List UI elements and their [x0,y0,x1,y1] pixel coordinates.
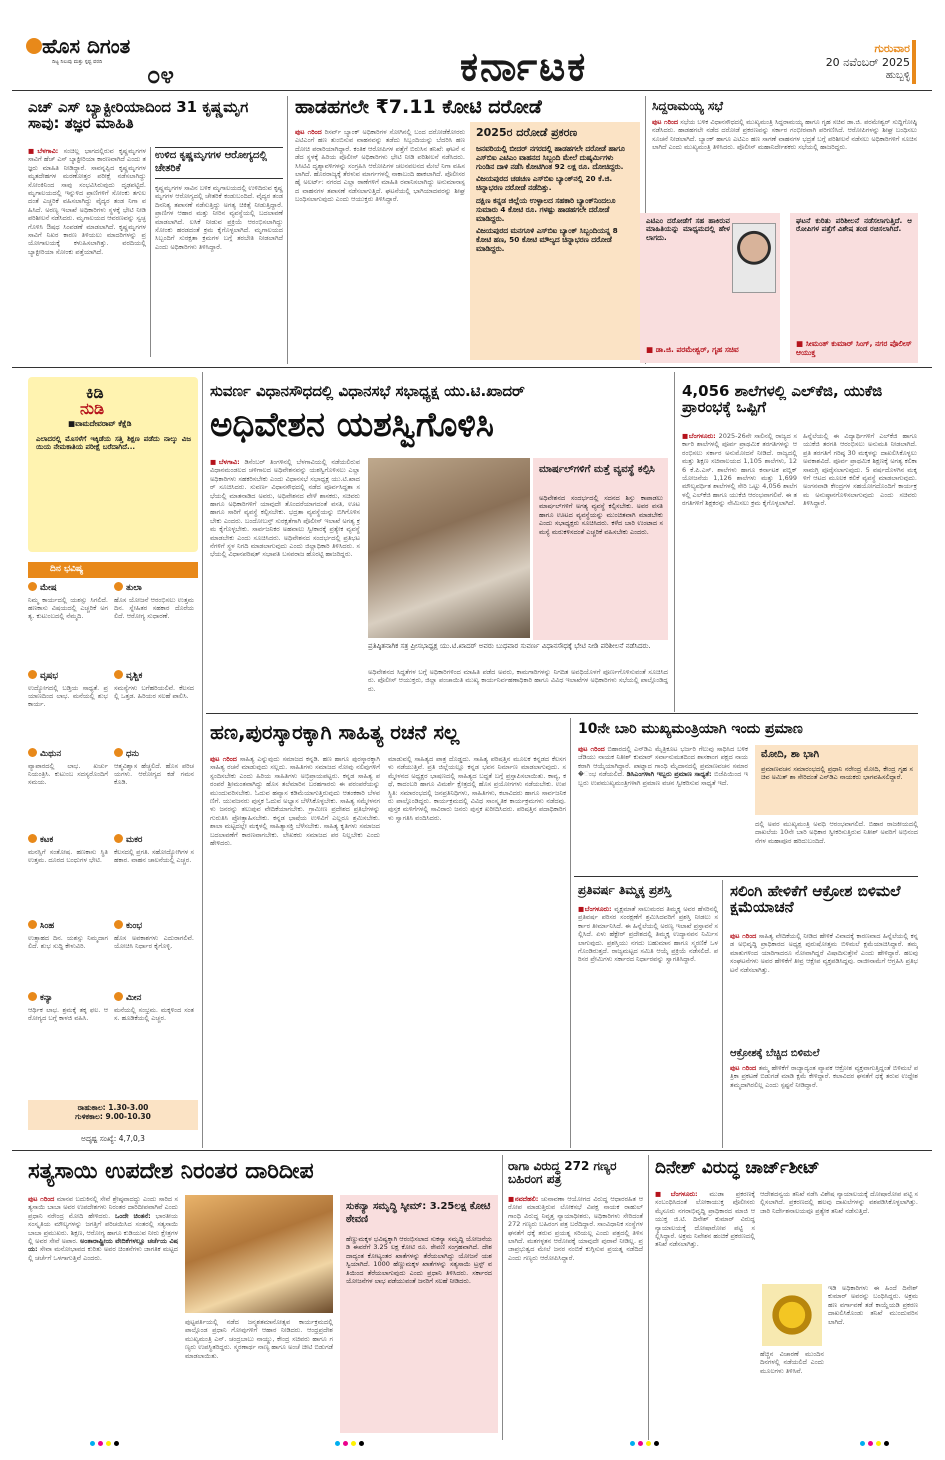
virgo-icon [28,992,37,1001]
horoscope-grid [28,582,198,1092]
nitish-box-body: ಪ್ರಮಾಣವಚನ ಸಮಾರಂಭದಲ್ಲಿ ಪ್ರಧಾನಿ ನರೇಂದ್ರ ಮೋದಿ, ಕೇಂದ್ರ ಗೃಹ ಸಚಿವ ಅಮಿತ್ ಶಾ ಸೇರಿದಂತೆ ಎನ್‌ಡಿಎ ನಾಯಕರು ಭಾಗವಹಿಸಲಿದ್ದಾರೆ. [761,765,913,782]
dinesh-dateline: ■ಬೆಂಗಳೂರು: [655,1190,698,1198]
dinesh-headline: ದಿನೇಶ್ ವಿರುದ್ಧ ಚಾರ್ಜ್‌ಶೀಟ್ [655,1158,820,1178]
logo-tagline: ದಿಟ್ಟ ನಿಲುವು ಮತ್ತು ಸ್ಪಷ್ಟ ವರದಿ [52,59,103,65]
ed-emblem-image [762,1284,822,1346]
rashi-item: ಮಕರ ಕೆಲಸದಲ್ಲಿ ಪ್ರಗತಿ. ಸಹೋದ್ಯೋಗಿಗಳ ಸಹಕಾರ. ವಾಹನ ಚಾಲನೆಯಲ್ಲಿ ಎಚ್ಚರ. [114,835,194,865]
quote-box-left [640,213,780,363]
registration-marks [335,1441,364,1446]
raga-dateline: ■ನವದೆಹಲಿ: [508,1195,539,1203]
salingi-body-2: ಪುಟ ೧ರಿಂದ ತಮ್ಮ ಹೇಳಿಕೆಗೆ ರಾಜ್ಯಾದ್ಯಂತ ವ್ಯಾಪಕ ಆಕ್ರೋಶ ವ್ಯಕ್ತವಾಗುತ್ತಿದ್ದಂತೆ ಬಿಳಿಮಲೆ ಪತ್ರಿಕಾ ಪ್ರಕಟಣೆ ಬಿಡುಗಡೆ ಮಾಡಿ ಕ್ಷಮೆ ಕೇಳಿದ್ದಾರೆ. ಕಲಾವಿದರ ಘನತೆಗೆ ಧಕ್ಕೆ ತರುವ ಉದ್ದೇಶ ತಮ್ಮದಾಗಿರಲಿಲ್ಲ ಎಂದು ಸ್ಪಷ್ಟನೆ ನೀಡಿದ್ದಾರೆ. [730,1064,918,1089]
kidi-title-2: ನುಡಿ [80,399,105,418]
sathya-body-1: ಪುಟ ೧ರಿಂದ ಮಾನವ ಬದುಕಿನಲ್ಲಿ ಸೇವೆ ಶ್ರೇಷ್ಠವಾದದ್ದು ಎಂದು ಸಾರಿದ ಸತ್ಯಸಾಯಿ ಬಾಬಾ ಅವರ ಉಪದೇಶಗಳು ನಿರಂತರ ದಾರಿದೀಪವಾಗಿವೆ ಎಂದು ಪ್ರಧಾನಿ ನರೇಂದ್ರ ಮೋದಿ ಹೇಳಿದರು. ಒಂದೇ ಚಿಂತನೆ: ಭಾರತೀಯ ಸಂಸ್ಕೃತಿಯ ಮೌಲ್ಯಗಳನ್ನು ಜಗತ್ತಿಗೆ ಪರಿಚಯಿಸಿದ ಸಂತರಲ್ಲಿ ಸತ್ಯಸಾಯಿ ಬಾಬಾ ಪ್ರಮುಖರು. ಶಿಕ್ಷಣ, ಆರೋಗ್ಯ ಹಾಗೂ ಕುಡಿಯುವ ನೀರು ಕ್ಷೇತ್ರಗಳಲ್ಲಿ ಅವರ ಸೇವೆ ಅಪಾರ. ಅಂತಾರಾಷ್ಟ್ರೀಯ ವೇದಿಕೆಗಳಲ್ಲೂ ಚರ್ಚೆಯ ವಿಷಯ: ಸೇವಾ ಮನೋಭಾವದ ಕುರಿತು ಅವರ ಚಿಂತನೆಗಳು ಜಾಗತಿಕ ಮಟ್ಟದಲ್ಲಿ ಚರ್ಚೆಗೆ ಒಳಗಾಗುತ್ತಿವೆ ಎಂದರು. [28,1195,178,1262]
aquarius-icon [114,920,123,929]
kaala-box [28,1100,198,1130]
column-rule-6 [502,1155,503,1440]
sathya-sub2: ಅಂತಾರಾಷ್ಟ್ರೀಯ ವೇದಿಕೆಗಳಲ್ಲೂ ಚರ್ಚೆಯ ವಿಷಯ: [28,1237,178,1254]
story1-body: ■ಬೆಳಗಾವಿ: ಸಂಚಿಲ್ಲ ಭಾಗದಲ್ಲಿರುವ ಕೃಷ್ಣಮೃಗಗಳ ಸಾವಿಗೆ ಹೆಚ್ ಎಸ್ ಬ್ಯಾಕ್ಟೀರಿಯಾ ಕಾರಣವಾಗಿದೆ ಎಂದು ತಜ್ಞರು ಮಾಹಿತಿ ನೀಡಿದ್ದಾರೆ. ಸಾವನ್ನಪ್ಪಿದ ಕೃಷ್ಣಮೃಗಗಳ ಮೃತದೇಹಗಳ ಮರಣೋತ್ತರ ಪರೀಕ್ಷೆ ನಡೆಸಲಾಗಿದ್ದು ಸೋಂಕಿನಿಂದ ಸಾವು ಸಂಭವಿಸಿರುವುದು ದೃಢಪಟ್ಟಿದೆ. ಮೃಗಾಲಯದಲ್ಲಿ ಇನ್ನುಳಿದ ಪ್ರಾಣಿಗಳಿಗೆ ಸೋಂಕು ತಗುಲದಂತೆ ಎಚ್ಚರಿಕೆ ವಹಿಸಲಾಗಿದ್ದು ವೈದ್ಯರ ತಂಡ ನಿಗಾ ವಹಿಸಿದೆ. ಅರಣ್ಯ ಇಲಾಖೆ ಅಧಿಕಾರಿಗಳು ಸ್ಥಳಕ್ಕೆ ಭೇಟಿ ನೀಡಿ ಪರಿಶೀಲನೆ ನಡೆಸಿದರು. ಮೃಗಾಲಯದ ಆವರಣವನ್ನು ಸ್ವಚ್ಛಗೊಳಿಸಿ ಔಷಧ ಸಿಂಪಡಣೆ ಮಾಡಲಾಗಿದೆ. ಕೃಷ್ಣಮೃಗಗಳ ಸಾವಿಗೆ ನಿಖರ ಕಾರಣ ತಿಳಿಯಲು ಮಾದರಿಗಳನ್ನು ಪ್ರಯೋಗಾಲಯಕ್ಕೆ ಕಳುಹಿಸಲಾಗಿತ್ತು. ವರದಿಯಲ್ಲಿ ಬ್ಯಾಕ್ಟೀರಿಯಾ ಸೋಂಕು ಪತ್ತೆಯಾಗಿದೆ. [28,147,146,256]
pisces-icon [114,992,123,1001]
story1-box-title: ಉಳಿದ ಕೃಷ್ಣಮೃಗಗಳ ಆರೋಗ್ಯದಲ್ಲಿ ಚೇತರಿಕೆ [155,150,267,174]
quote-right-text: ಘಟನೆ ಕುರಿತು ಪರಿಶೀಲನೆ ನಡೆಸಲಾಗುತ್ತಿದೆ. ಆರೋಪಿಗಳ ಪತ್ತೆಗೆ ವಿಶೇಷ ತಂಡ ರಚಿಸಲಾಗಿದೆ. [796,217,912,234]
rashi-item: ತುಲಾ ಹೊಸ ಯೋಜನೆ ಆರಂಭಿಸಲು ಉತ್ತಮ ದಿನ. ಸ್ನೇಹಿತರ ಸಹಕಾರ ದೊರೆಯಲಿದೆ. ಆರೋಗ್ಯ ಸುಧಾರಣೆ. [114,583,194,621]
registration-marks [90,1441,119,1446]
sukanya-title: ಸುಕನ್ಯಾ ಸಮೃದ್ಧಿ ಸ್ಕೀಮ್: 3.25ಲಕ್ಷ ಕೋಟಿ ಠೇವಣಿ [346,1201,491,1225]
salingi-sub: ಆಕ್ರೋಶಕ್ಕೆ ಬೆಚ್ಚಿದ ಬಿಳಿಮಲೆ [730,1048,820,1059]
story2-body: ಪುಟ ೧ರಿಂದ ರಿಸರ್ವ್ ಬ್ಯಾಂಕ್ ಅಧಿಕಾರಿಗಳ ಸೋಗಿನಲ್ಲಿ ಬಂದ ದರೋಡೆಕೋರರು ಎಟಿಎಂಗೆ ಹಣ ತುಂಬಿಸುವ ವಾಹನವನ್ನು ತಡೆದು ಸಿಬ್ಬಂದಿಯನ್ನು ಬೆದರಿಸಿ ಹಣ ದೋಚಿ ಪರಾರಿಯಾಗಿದ್ದಾರೆ. ಕಂತಿಕ ಆರೋಪಿಗಳ ಪತ್ತೆಗೆ ಬಿರುಸಿನ ತನಿಖೆ: ಘಟನೆ ನಡೆದ ಸ್ಥಳಕ್ಕೆ ಹಿರಿಯ ಪೊಲೀಸ್ ಅಧಿಕಾರಿಗಳು ಭೇಟಿ ನೀಡಿ ಪರಿಶೀಲನೆ ನಡೆಸಿದರು. ಸಿಸಿಟಿವಿ ದೃಶ್ಯಾವಳಿಗಳನ್ನು ಸಂಗ್ರಹಿಸಿ ಆರೋಪಿಗಳ ಚಲನವಲನದ ಮೇಲೆ ನಿಗಾ ವಹಿಸಲಾಗಿದೆ. ಹೊರರಾಜ್ಯಕ್ಕೆ ತೆರಳುವ ಮಾರ್ಗಗಳಲ್ಲಿ ನಾಕಾಬಂದಿ ಹಾಕಲಾಗಿದೆ. ಪೊಲೀಸರ ಹೈ ಅಲರ್ಟ್: ನಗರದ ಎಲ್ಲಾ ಠಾಣೆಗಳಿಗೆ ಮಾಹಿತಿ ರವಾನಿಸಲಾಗಿದ್ದು ಅನುಮಾನಾಸ್ಪದ ವಾಹನಗಳ ತಪಾಸಣೆ ನಡೆಸಲಾಗುತ್ತಿದೆ. ಘಟನೆಯಲ್ಲಿ ಭಾಗಿಯಾದವರನ್ನು ಶೀಘ್ರ ಬಂಧಿಸಲಾಗುವುದು ಎಂದು ಆಯುಕ್ತರು ತಿಳಿಸಿದ್ದಾರೆ. [295,128,465,204]
rahukala: ರಾಹುಕಾಲ: 1.30-3.00 [77,1103,149,1112]
lead-photo [368,458,530,638]
lead-dateline: ■ಬೆಳಗಾವಿ: [210,458,240,466]
gemini-icon [28,748,37,757]
story2-headline: ಹಾಡಹಗಲೇ ₹7.11 ಕೋಟಿ ದರೋಡೆ [295,96,542,118]
masthead-logo [12,32,252,90]
taurus-icon [28,670,37,679]
minister-portrait [732,223,776,293]
sathya-photo [185,1195,333,1313]
salingi-headline: ಸಲಿಂಗಿ ಹೇಳಿಕೆಗೆ ಆಕ್ರೋಶ ಬಿಳಿಮಲೆ ಕ್ಷಮೆಯಾಚನೆ [730,882,901,916]
kidi-nudi-box [28,377,198,552]
story3-body: ಪುಟ ೧ರಿಂದ ಸಭೆಯ ಬಳಿಕ ವಿಧಾನಸೌಧದಲ್ಲಿ ಮುಖ್ಯಮಂತ್ರಿ ಸಿದ್ದರಾಮಯ್ಯ ಹಾಗೂ ಗೃಹ ಸಚಿವ ಡಾ.ಜಿ. ಪರಮೇಶ್ವರ್ ಸುದ್ದಿಗೋಷ್ಠಿ ನಡೆಸಿದರು. ಹಾಡಹಗಲೇ ನಡೆದ ದರೋಡೆ ಪ್ರಕರಣವನ್ನು ಸರ್ಕಾರ ಗಂಭೀರವಾಗಿ ಪರಿಗಣಿಸಿದೆ. ಆರೋಪಿಗಳನ್ನು ಶೀಘ್ರ ಬಂಧಿಸಲು ಸೂಚನೆ ನೀಡಲಾಗಿದೆ. ಬ್ಯಾಂಕ್ ಹಾಗೂ ಎಟಿಎಂ ಹಣ ಸಾಗಣೆ ವಾಹನಗಳ ಭದ್ರತೆ ಬಗ್ಗೆ ಪರಿಶೀಲನೆ ನಡೆಸಲು ಅಧಿಕಾರಿಗಳಿಗೆ ಸೂಚಿಸಲಾಗಿದೆ ಎಂದು ಮುಖ್ಯಮಂತ್ರಿ ತಿಳಿಸಿದರು. ಪೊಲೀಸ್ ಮಹಾನಿರ್ದೇಶಕರು ಸಭೆಯಲ್ಲಿ ಹಾಜರಿದ್ದರು. [652,118,917,152]
sahitya-body-1: ಪುಟ ೧ರಿಂದ ಸಾಹಿತ್ಯ ಎನ್ನುವುದು ಸಮಾಜದ ಕನ್ನಡಿ. ಹಣ ಹಾಗೂ ಪುರಸ್ಕಾರಕ್ಕಾಗಿ ಸಾಹಿತ್ಯ ರಚನೆ ಮಾಡುವುದು ಸಲ್ಲದು. ಸಾಹಿತಿಗಳು ಸಮಾಜದ ನೋವು ನಲಿವುಗಳಿಗೆ ಸ್ಪಂದಿಸಬೇಕು ಎಂದು ಹಿರಿಯ ಸಾಹಿತಿಗಳು ಅಭಿಪ್ರಾಯಪಟ್ಟರು. ಕನ್ನಡ ಸಾಹಿತ್ಯ ಪರಂಪರೆ ಶ್ರೀಮಂತವಾಗಿದ್ದು ಹೊಸ ತಲೆಮಾರಿನ ಬರಹಗಾರರು ಈ ಪರಂಪರೆಯನ್ನು ಮುಂದುವರಿಸಬೇಕು. ಓದುವ ಹವ್ಯಾಸ ಕಡಿಮೆಯಾಗುತ್ತಿರುವುದು ಆತಂಕಕಾರಿ ಬೆಳವಣಿಗೆ. ಯುವಜನರು ಪುಸ್ತಕ ಓದುವ ಅಭ್ಯಾಸ ಬೆಳೆಸಿಕೊಳ್ಳಬೇಕು. ಸಾಹಿತ್ಯ ಸಮ್ಮೇಳನಗಳು ಜನರನ್ನು ತಲುಪುವ ವೇದಿಕೆಯಾಗಬೇಕು. ಗ್ರಾಮೀಣ ಪ್ರದೇಶದ ಪ್ರತಿಭೆಗಳನ್ನು ಗುರುತಿಸಿ ಪ್ರೋತ್ಸಾಹಿಸಬೇಕು. ಕನ್ನಡ ಭಾಷೆಯ ಉಳಿವಿಗೆ ಎಲ್ಲರೂ ಶ್ರಮಿಸಬೇಕು. ಶಾಲಾ ಮಟ್ಟದಲ್ಲೇ ಮಕ್ಕಳಲ್ಲಿ ಸಾಹಿತ್ಯಾಸಕ್ತಿ ಬೆಳೆಸಬೇಕು. ಸಾಹಿತ್ಯ ಕೃತಿಗಳು ಸಮಾಜದ ಬದಲಾವಣೆಗೆ ಕಾರಣವಾಗಬೇಕು. ಲೇಖಕರು ಸಮಾಜದ ಪರ ನಿಲ್ಲಬೇಕು ಎಂದು ಹೇಳಿದರು. [210,755,380,848]
raga-body: ■ನವದೆಹಲಿ: ಚುನಾವಣಾ ಆಯೋಗದ ವಿರುದ್ಧ ಆಧಾರರಹಿತ ಆರೋಪ ಮಾಡುತ್ತಿರುವ ಲೋಕಸಭೆ ವಿಪಕ್ಷ ನಾಯಕ ರಾಹುಲ್ ಗಾಂಧಿ ವಿರುದ್ಧ ನಿವೃತ್ತ ನ್ಯಾಯಾಧೀಶರು, ಅಧಿಕಾರಿಗಳು ಸೇರಿದಂತೆ 272 ಗಣ್ಯರು ಬಹಿರಂಗ ಪತ್ರ ಬರೆದಿದ್ದಾರೆ. ಸಾಂವಿಧಾನಿಕ ಸಂಸ್ಥೆಗಳ ಘನತೆಗೆ ಧಕ್ಕೆ ತರುವ ಪ್ರಯತ್ನ ಸರಿಯಲ್ಲ ಎಂದು ಪತ್ರದಲ್ಲಿ ತಿಳಿಸಲಾಗಿದೆ. ಮತಗಳ್ಳತನ ಆರೋಪಕ್ಕೆ ಯಾವುದೇ ಪುರಾವೆ ನೀಡಿಲ್ಲ. ಪ್ರಜಾಪ್ರಭುತ್ವದ ಮೇಲೆ ಜನರ ನಂಬಿಕೆ ಕುಗ್ಗಿಸುವ ಪ್ರಯತ್ನ ನಡೆದಿದೆ ಎಂದು ಗಣ್ಯರು ಆರೋಪಿಸಿದ್ದಾರೆ. [508,1195,643,1262]
dinesh-body-1: ■ಬೆಂಗಳೂರು: ಮುಡಾ ಪ್ರಕರಣಕ್ಕೆ ಸಂಬಂಧಿಸಿದಂತೆ ಲೋಕಾಯುಕ್ತ ಪೊಲೀಸರು ಮೈಸೂರು ನಗರಾಭಿವೃದ್ಧಿ ಪ್ರಾಧಿಕಾರದ ಮಾಜಿ ಆಯುಕ್ತ ಜಿ.ಟಿ. ದಿನೇಶ್ ಕುಮಾರ್ ವಿರುದ್ಧ ನ್ಯಾಯಾಲಯಕ್ಕೆ ದೋಷಾರೋಪ ಪಟ್ಟಿ ಸಲ್ಲಿಸಿದ್ದಾರೆ. ಅಕ್ರಮ ನಿವೇಶನ ಹಂಚಿಕೆ ಪ್ರಕರಣದಲ್ಲಿ ತನಿಖೆ ನಡೆಸಲಾಗಿತ್ತು. [655,1190,755,1249]
rashi-item: ಧನು ಆತ್ಮವಿಶ್ವಾಸ ಹೆಚ್ಚಲಿದೆ. ಹೊಸ ಪರಿಚಯಗಳು. ಆರೋಗ್ಯದ ಕಡೆ ಗಮನ ಕೊಡಿ. [114,749,194,787]
lead-headline: ಅಧಿವೇಶನ ಯಶಸ್ವಿಗೊಳಿಸಿ [210,405,494,445]
rashi-item: ಕನ್ಯಾ ಆರ್ಥಿಕ ಲಾಭ. ಶ್ರಮಕ್ಕೆ ತಕ್ಕ ಫಲ. ಆರೋಗ್ಯದ ಬಗ್ಗೆ ಕಾಳಜಿ ವಹಿಸಿ. [28,993,108,1023]
lead-body-1: ■ಬೆಳಗಾವಿ: ಡಿಸೆಂಬರ್ ತಿಂಗಳಿನಲ್ಲಿ ಬೆಳಗಾವಿಯಲ್ಲಿ ನಡೆಯಲಿರುವ ವಿಧಾನಮಂಡಲದ ಚಳಿಗಾಲದ ಅಧಿವೇಶನವನ್ನು ಯಶಸ್ವಿಗೊಳಿಸಲು ಎಲ್ಲಾ ಅಧಿಕಾರಿಗಳು ಸಹಕರಿಸಬೇಕು ಎಂದು ವಿಧಾನಸಭೆ ಸಭಾಧ್ಯಕ್ಷ ಯು.ಟಿ.ಖಾದರ್ ಸೂಚಿಸಿದರು. ಸುವರ್ಣ ವಿಧಾನಸೌಧದಲ್ಲಿ ನಡೆದ ಪೂರ್ವಸಿದ್ಧತಾ ಸಭೆಯಲ್ಲಿ ಮಾತನಾಡಿದ ಅವರು, ಅಧಿವೇಶನದ ವೇಳೆ ಶಾಸಕರು, ಸಚಿವರು ಹಾಗೂ ಅಧಿಕಾರಿಗಳಿಗೆ ಯಾವುದೇ ತೊಂದರೆಯಾಗದಂತೆ ವಸತಿ, ಊಟ ಹಾಗೂ ಸಾರಿಗೆ ವ್ಯವಸ್ಥೆ ಕಲ್ಪಿಸಬೇಕು. ಭದ್ರತಾ ವ್ಯವಸ್ಥೆಯನ್ನು ಬಿಗಿಗೊಳಿಸಬೇಕು ಎಂದರು. ಬಂದೋಬಸ್ತ್ ಸುರಕ್ಷತೆಗಾಗಿ ಪೊಲೀಸ್ ಇಲಾಖೆ ಅಗತ್ಯ ಕ್ರಮ ಕೈಗೊಳ್ಳಬೇಕು. ಸಾರ್ವಜನಿಕರ ಅಹವಾಲು ಸ್ವೀಕಾರಕ್ಕೆ ಪ್ರತ್ಯೇಕ ವ್ಯವಸ್ಥೆ ಮಾಡಬೇಕು ಎಂದು ಸೂಚಿಸಿದರು. ಅಧಿವೇಶನದ ಸಂದರ್ಭದಲ್ಲಿ ಪ್ರತಿಭಟನೆಗಳಿಗೆ ಸ್ಥಳ ನಿಗದಿ ಮಾಡಲಾಗುವುದು ಎಂದು ಜಿಲ್ಲಾಧಿಕಾರಿ ತಿಳಿಸಿದರು. ಸಭೆಯಲ್ಲಿ ವಿಧಾನಪರಿಷತ್ ಸಭಾಪತಿ ಬಸವರಾಜ ಹೊರಟ್ಟಿ ಹಾಜರಿದ್ದರು. [210,458,360,559]
sukanya-box [340,1195,498,1433]
row2-bottom-rule [206,713,918,714]
quote-box-right [790,213,918,363]
registration-marks [860,1441,889,1446]
sathya-sub1: ಒಂದೇ ಚಿಂತನೆ: [114,1211,151,1220]
rashi-item: ಮಿಥುನ ವ್ಯಾಪಾರದಲ್ಲಿ ಲಾಭ. ಖರ್ಚು ನಿಯಂತ್ರಿಸಿ. ಕುಟುಂಬ ಸದಸ್ಯರೊಂದಿಗೆ ಸಮಯ. [28,749,108,787]
logo-emblem-icon [26,38,42,54]
raga-headline: ರಾಗಾ ವಿರುದ್ಧ 272 ಗಣ್ಯರ ಬಹಿರಂಗ ಪತ್ರ [508,1159,617,1186]
city-label: ಹುಬ್ಬಳ್ಳಿ [885,69,910,81]
dinesh-body-3: ಇಡಿ ಅಧಿಕಾರಿಗಳು ಈ ಹಿಂದೆ ದಿನೇಶ್ ಕುಮಾರ್ ಅವರನ್ನು ಬಂಧಿಸಿದ್ದರು. ಅಕ್ರಮ ಹಣ ವರ್ಗಾವಣೆ ತಡೆ ಕಾಯ್ದೆಯಡಿ ಪ್ರಕರಣ ದಾಖಲಿಸಿಕೊಂಡು ತನಿಖೆ ಮುಂದುವರಿಸಲಾಗಿದೆ. [828,1284,918,1326]
quote-left-text: ಎಟಿಎಂ ದರೋಡೆಗೆ ಸಹ ಹಾಕಿರುವ ಮಾಹಿತಿಯನ್ನು ಮಾಧ್ಯಮದಲ್ಲಿ ಹೇಳಲಾಗದು. [646,217,730,242]
story2-bullet: ಜನವರಿಯಲ್ಲಿ ಬೀದರ್ ನಗರದಲ್ಲಿ ಹಾಡಹಗಲೇ ದರೋಡೆ ಹಾಗೂ ಎಸ್‌ಬಿಐ ಎಟಿಎಂ ವಾಹನದ ಸಿಬ್ಬಂದಿ ಮೇಲೆ ದುಷ್ಕರ್ಮಿಗಳು ಗುಂಡಿನ ದಾಳಿ ನಡೆಸಿ ಕೋಟಿಗಿಂತ 92 ಲಕ್ಷ ರೂ. ದೋಚಿದ್ದರು. [476,144,625,172]
schools-dateline: ■ಬೆಂಗಳೂರು: [682,432,716,440]
horoscope-header [28,562,198,578]
sathya-body-2: ಪುಟ್ಟಪರ್ತಿಯಲ್ಲಿ ನಡೆದ ಜನ್ಮಶತಮಾನೋತ್ಸವ ಕಾರ್ಯಕ್ರಮದಲ್ಲಿ ಪಾಲ್ಗೊಂಡ ಪ್ರಧಾನಿ ಗೋವುಗಳಿಗೆ ಆಹಾರ ನೀಡಿದರು. ಆಂಧ್ರಪ್ರದೇಶ ಮುಖ್ಯಮಂತ್ರಿ ಎನ್. ಚಂದ್ರಬಾಬು ನಾಯ್ಡು, ಕೇಂದ್ರ ಸಚಿವರು ಹಾಗೂ ಗಣ್ಯರು ಉಪಸ್ಥಿತರಿದ್ದರು. ಸ್ಮರಣಾರ್ಥ ನಾಣ್ಯ ಹಾಗೂ ಅಂಚೆ ಚೀಟಿ ಬಿಡುಗಡೆ ಮಾಡಲಾಯಿತು. [185,1318,333,1360]
day-label: ಗುರುವಾರ [874,42,910,55]
kidi-author: ■ವಾಮದೇವರಾವ್ ಕೆಕ್ಷೆಡಿ [68,419,132,428]
timmakka-body: ■ಬೆಂಗಳೂರು: ವೃಕ್ಷಮಾತೆ ಸಾಲುಮರದ ತಿಮ್ಮಕ್ಕ ಅವರ ಹೆಸರಿನಲ್ಲಿ ಪ್ರತಿವರ್ಷ ಪರಿಸರ ಸಂರಕ್ಷಣೆಗೆ ಶ್ರಮಿಸಿದವರಿಗೆ ಪ್ರಶಸ್ತಿ ನೀಡಲು ಸರ್ಕಾರ ತೀರ್ಮಾನಿಸಿದೆ. ಈ ಹಿನ್ನೆಲೆಯಲ್ಲಿ ಅರಣ್ಯ ಇಲಾಖೆ ಪ್ರಸ್ತಾವನೆ ಸಲ್ಲಿಸಿದೆ. ಏಳು ಹೆಕ್ಟೇರ್ ಪ್ರದೇಶದಲ್ಲಿ ತಿಮ್ಮಕ್ಕ ಉದ್ಯಾನವನ ನಿರ್ಮಿಸಲಾಗುವುದು. ಪ್ರಶಸ್ತಿಯು ನಗದು ಬಹುಮಾನ ಹಾಗೂ ಸ್ಮರಣಿಕೆ ಒಳಗೊಂಡಿರುತ್ತದೆ. ರಾಜ್ಯಮಟ್ಟದ ಸಮಿತಿ ಆಯ್ಕೆ ಪ್ರಕ್ರಿಯೆ ನಡೆಸಲಿದೆ. ಪರಿಸರ ಪ್ರೇಮಿಗಳು ಸರ್ಕಾರದ ನಿರ್ಧಾರವನ್ನು ಸ್ವಾಗತಿಸಿದ್ದಾರೆ. [578,905,718,964]
lead-photo-caption: ಪ್ರತಿಷ್ಠಿತನಾಗಿಕ ಸತ್ರ ಪ್ರೀಸಭಾಧ್ಯಕ್ಷ ಯು.ಟಿ.ಖಾದರ್ ಅವರು ಬುಧವಾರ ಸುವರ್ಣ ವಿಧಾನಸೌಧಕ್ಕೆ ಭೇಟಿ ನೀಡಿ ಪರಿಶೀಲನೆ ನಡೆಸಿದರು. [368,642,651,650]
story1-box-body: ಕೃಷ್ಣಮೃಗಗಳ ಸಾವಿನ ಬಳಿಕ ಮೃಗಾಲಯದಲ್ಲಿ ಉಳಿದಿರುವ ಕೃಷ್ಣಮೃಗಗಳ ಆರೋಗ್ಯದಲ್ಲಿ ಚೇತರಿಕೆ ಕಂಡುಬಂದಿದೆ. ವೈದ್ಯರ ತಂಡ ದಿನನಿತ್ಯ ತಪಾಸಣೆ ನಡೆಸುತ್ತಿದ್ದು ಅಗತ್ಯ ಚಿಕಿತ್ಸೆ ನೀಡುತ್ತಿದ್ದಾರೆ. ಪ್ರಾಣಿಗಳ ಆಹಾರ ಮತ್ತು ನೀರಿನ ವ್ಯವಸ್ಥೆಯಲ್ಲಿ ಬದಲಾವಣೆ ಮಾಡಲಾಗಿದೆ. ಲಸಿಕೆ ನೀಡುವ ಪ್ರಕ್ರಿಯೆ ಆರಂಭಿಸಲಾಗಿದ್ದು ಸೋಂಕು ಹರಡದಂತೆ ಕ್ರಮ ಕೈಗೊಳ್ಳಲಾಗಿದೆ. ಮೃಗಾಲಯದ ಸಿಬ್ಬಂದಿಗೆ ಸುರಕ್ಷತಾ ಕ್ರಮಗಳ ಬಗ್ಗೆ ತರಬೇತಿ ನೀಡಲಾಗಿದೆ ಎಂದು ಅಧಿಕಾರಿಗಳು ತಿಳಿಸಿದ್ದಾರೆ. [155,184,283,251]
kidi-text: ಎಲಾದರಲ್ಲಿ ಮೊಸಳೆಗೆ ಇಕ್ಕಿಡೆಯ ಸತ್ತಿ ಶಿಕ್ಷಣ ಪಡೆದು ನಾಲ್ಕು ವಿಜಯಿಯ ನೇಮಕಾತಿಯ ಪರೀಕ್ಷೆ ಬರೆದಾಗಿದೆ... [36,435,191,452]
dinesh-body-2: ಆದೇಶದನ್ವಯ ತನಿಖೆ ನಡೆಸಿ ವಿಶೇಷ ನ್ಯಾಯಾಲಯಕ್ಕೆ ದೋಷಾರೋಪ ಪಟ್ಟಿ ಸಲ್ಲಿಸಲಾಗಿದೆ. ಪ್ರಕರಣದಲ್ಲಿ ಹಲವು ದಾಖಲೆಗಳನ್ನು ವಶಪಡಿಸಿಕೊಳ್ಳಲಾಗಿತ್ತು. ಜಾರಿ ನಿರ್ದೇಶನಾಲಯವೂ ಪ್ರತ್ಯೇಕ ತನಿಖೆ ನಡೆಸುತ್ತಿದೆ. [760,1190,918,1215]
registration-marks [630,1441,659,1446]
scorpio-icon [114,670,123,679]
row3-bottom-rule [12,1150,932,1151]
timmakka-headline: ಪ್ರತಿವರ್ಷ ತಿಮ್ಮಕ್ಕ ಪ್ರಶಸ್ತಿ [578,883,672,897]
horoscope-title: ದಿನ ಭವಿಷ್ಯ [50,564,84,574]
column-rule-3 [674,372,675,712]
quote-left-by: ■ ಡಾ.ಜಿ. ಪರಮೇಶ್ವರ್, ಗೃಹ ಸಚಿವ [646,345,739,354]
section-title: ಕರ್ನಾಟಕ [460,44,588,90]
story1-dateline: ■ಬೆಳಗಾವಿ: [28,147,59,155]
sagittarius-icon [114,748,123,757]
nitish-bottom-rule [574,876,918,877]
gulika: ಗುಳಿಕಕಾಲ: 9.00-10.30 [75,1112,151,1122]
capricorn-icon [114,834,123,843]
page-number: ೦೪ [147,61,174,89]
story1-column-rule [150,147,151,357]
lead-kicker: ಸುವರ್ಣ ವಿಧಾನಸೌಧದಲ್ಲಿ ವಿಧಾನಸಭೆ ಸಭಾಧ್ಯಕ್ಷ ಯು.ಟಿ.ಖಾದರ್ [210,382,525,400]
column-rule-4 [570,718,571,1148]
lead-side-body: ಅಧಿವೇಶನದ ಸಂದರ್ಭದಲ್ಲಿ ಸದನದ ಶಿಸ್ತು ಕಾಪಾಡಲು ಮಾರ್ಷಲ್‌ಗಳಿಗೆ ಅಗತ್ಯ ವ್ಯವಸ್ಥೆ ಕಲ್ಪಿಸಬೇಕು. ಅವರ ವಸತಿ ಹಾಗೂ ಊಟದ ವ್ಯವಸ್ಥೆಯನ್ನು ಮುಂಚಿತವಾಗಿ ಮಾಡಬೇಕು ಎಂದು ಸಭಾಧ್ಯಕ್ಷರು ಸೂಚಿಸಿದರು. ಕಳೆದ ಬಾರಿ ಉಂಟಾದ ಸಮಸ್ಯೆ ಮರುಕಳಿಸದಂತೆ ಎಚ್ಚರಿಕೆ ವಹಿಸಬೇಕು ಎಂದರು. [539,494,663,536]
rashi-item: ವೃಷಭ ಉದ್ಯೋಗದಲ್ಲಿ ಬಡ್ತಿಯ ಸಾಧ್ಯತೆ. ಪ್ರಯಾಣದಿಂದ ಲಾಭ. ಮನೆಯಲ್ಲಿ ಶುಭಕಾರ್ಯ. [28,671,108,709]
leo-icon [28,920,37,929]
story1-headline: ಎಚ್ ಎಸ್ ಬ್ಯಾಕ್ಟೀರಿಯಾದಿಂದ 31 ಕೃಷ್ಣಮೃಗ ಸಾವು: ತಜ್ಞರ ಮಾಹಿತಿ [28,98,249,132]
column-rule-7 [648,1155,649,1440]
sukanya-body: ಹೆಣ್ಣುಮಕ್ಕಳ ಭವಿಷ್ಯಕ್ಕಾಗಿ ಆರಂಭಿಸಲಾದ ಸುಕನ್ಯಾ ಸಮೃದ್ಧಿ ಯೋಜನೆಯಡಿ ಈವರೆಗೆ 3.25 ಲಕ್ಷ ಕೋಟಿ ರೂ. ಠೇವಣಿ ಸಂಗ್ರಹವಾಗಿದೆ. ದೇಶದಾದ್ಯಂತ ಕೋಟ್ಯಂತರ ಖಾತೆಗಳನ್ನು ತೆರೆಯಲಾಗಿದ್ದು ಯೋಜನೆ ಯಶಸ್ವಿಯಾಗಿದೆ. 1000 ಹೆಣ್ಣುಮಕ್ಕಳ ಖಾತೆಗಳನ್ನು ಸತ್ಯಸಾಯಿ ಟ್ರಸ್ಟ್ ವತಿಯಿಂದ ತೆರೆಯಲಾಗುವುದು ಎಂದು ಪ್ರಧಾನಿ ತಿಳಿಸಿದರು. ಸರ್ಕಾರದ ಯೋಜನೆಗಳ ಲಾಭ ಪಡೆಯುವಂತೆ ಜನರಿಗೆ ಸಲಹೆ ನೀಡಿದರು. [346,1235,492,1286]
libra-icon [114,582,123,591]
lead-side-title: ಮಾರ್ಷಲ್‌ಗಳಿಗೆ ಮತ್ತೆ ವ್ಯವಸ್ಥೆ ಕಲ್ಪಿಸಿ [539,464,655,475]
story2-bullet: ವಿಜಯಪುರದ ಮನಗೂಳಿ ಎಸ್‌ಬಿಐ ಬ್ಯಾಂಕ್ ಸಿಬ್ಬಂದಿಯನ್ನ 8 ಕೋಟಿ ಹಣ, 50 ಕೋಟಿ ಮೌಲ್ಯದ ಚಿನ್ನಾಭರಣ ದರೋಡೆ ಮಾಡಿದ್ದರು. [476,225,618,254]
lucky-number: ಅದೃಷ್ಟ ಸಂಖ್ಯೆ: 4,7,0,3 [81,1134,145,1143]
schools-body-1: ■ಬೆಂಗಳೂರು: 2025-26ನೇ ಸಾಲಿನಲ್ಲಿ ರಾಜ್ಯದ ಸರ್ಕಾರಿ ಶಾಲೆಗಳಲ್ಲಿ ಪೂರ್ವ ಪ್ರಾಥಮಿಕ ತರಗತಿಗಳನ್ನು ಆರಂಭಿಸಲು ಸರ್ಕಾರ ಅನುಮೋದನೆ ನೀಡಿದೆ. ರಾಜ್ಯದಲ್ಲಿ ಮತ್ತು ಶಿಕ್ಷಣ ಸಚಿವಾಲಯದ 1,105 ಶಾಲೆಗಳು, 126 ಕೆ.ಪಿ.ಎಸ್. ಶಾಲೆಗಳು ಹಾಗೂ ಕರ್ನಾಟಕ ಪಬ್ಲಿಕ್ ಯೋಜನೆಯ 1,126 ಶಾಲೆಗಳು ಮತ್ತು 1,699 ಮೌಲ್ಯವರ್ಧಿತ ಶಾಲೆಗಳಲ್ಲಿ ಸೇರಿ ಒಟ್ಟು 4,056 ಶಾಲೆಗಳಲ್ಲಿ ಎಲ್‌ಕೆಜಿ ಹಾಗೂ ಯುಕೆಜಿ ಆರಂಭವಾಗಲಿವೆ. ಈ ತರಗತಿಗಳಿಗೆ ಶಿಕ್ಷಕರನ್ನು ನೇಮಿಸಲು ಕ್ರಮ ಕೈಗೊಳ್ಳಲಾಗಿದೆ. [682,432,797,508]
logo-text: ಹೊಸ ದಿಗಂತ [42,34,131,58]
sathya-headline: ಸತ್ಯಸಾಯಿ ಉಪದೇಶ ನಿರಂತರ ದಾರಿದೀಪ [28,1159,314,1184]
salingi-body-1: ಪುಟ ೧ರಿಂದ ಸಾಹಿತ್ಯ ವೇದಿಕೆಯಲ್ಲಿ ನೀಡಿದ ಹೇಳಿಕೆ ವಿವಾದಕ್ಕೆ ಕಾರಣವಾದ ಹಿನ್ನೆಲೆಯಲ್ಲಿ ಕನ್ನಡ ಅಭಿವೃದ್ಧಿ ಪ್ರಾಧಿಕಾರದ ಅಧ್ಯಕ್ಷ ಪುರುಷೋತ್ತಮ ಬಿಳಿಮಲೆ ಕ್ಷಮೆಯಾಚಿಸಿದ್ದಾರೆ. ತಮ್ಮ ಮಾತುಗಳಿಂದ ಯಾರಿಗಾದರೂ ನೋವಾಗಿದ್ದರೆ ವಿಷಾದಿಸುತ್ತೇನೆ ಎಂದು ಹೇಳಿದ್ದಾರೆ. ಹಲವು ಸಂಘಟನೆಗಳು ಅವರ ಹೇಳಿಕೆಗೆ ತೀವ್ರ ಆಕ್ಷೇಪ ವ್ಯಕ್ತಪಡಿಸಿದ್ದವು. ರಾಜೀನಾಮೆಗೆ ಆಗ್ರಹಿಸಿ ಪ್ರತಿಭಟನೆ ನಡೆಸಲಾಗಿತ್ತು. [730,932,918,974]
story3-headline: ಸಿದ್ದರಾಮಯ್ಯ ಸಭೆ [652,99,723,113]
cancer-icon [28,834,37,843]
dinesh-body-4: ಹೆಚ್ಚಿನ ವಿಚಾರಣೆ ಮುಂದಿನ ದಿನಗಳಲ್ಲಿ ನಡೆಯಲಿದೆ ಎಂದು ಮೂಲಗಳು ತಿಳಿಸಿವೆ. [760,1350,824,1375]
rashi-item: ಮೀನ ಮನೆಯಲ್ಲಿ ಸಂಭ್ರಮ. ಮಕ್ಕಳಿಂದ ಸಂತಸ. ಹೂಡಿಕೆಯಲ್ಲಿ ಎಚ್ಚರ. [114,993,194,1023]
nitish-sub: ಡಿಸಿಎಂಗಳಾಗಿ ಇಬ್ಬರು ಪ್ರಮಾಣ ಸಾಧ್ಯತೆ: [626,770,712,779]
quote-right-by: ■ ಸೀಮಂತ್ ಕುಮಾರ್ ಸಿಂಗ್, ನಗರ ಪೊಲೀಸ್ ಆಯುಕ್ತ [796,339,912,358]
schools-body-2: ಹಿನ್ನೆಲೆಯಲ್ಲಿ ಈ ವಿದ್ಯಾರ್ಥಿಗಳಿಗೆ ಎಲ್‌ಕೆಜಿ ಹಾಗೂ ಯುಕೆಜಿ ತರಗತಿ ಆರಂಭಿಸಲು ಅನುಮತಿ ನೀಡಲಾಗಿದೆ. ಪ್ರತಿ ತರಗತಿಗೆ ಗರಿಷ್ಠ 30 ಮಕ್ಕಳನ್ನು ದಾಖಲಿಸಿಕೊಳ್ಳಲು ಅವಕಾಶವಿದೆ. ಪೂರ್ವ ಪ್ರಾಥಮಿಕ ಶಿಕ್ಷಣಕ್ಕೆ ಅಗತ್ಯ ಕಲಿಕಾ ಸಾಮಗ್ರಿ ಪೂರೈಸಲಾಗುವುದು. 5 ವರ್ಷದೊಳಗಿನ ಮಕ್ಕಳಿಗೆ ಆಟದ ಮೂಲಕ ಕಲಿಕೆ ವ್ಯವಸ್ಥೆ ಮಾಡಲಾಗುವುದು. ಅಂಗನವಾಡಿ ಕೇಂದ್ರಗಳ ಸಹಯೋಗದೊಂದಿಗೆ ಕಾರ್ಯಕ್ರಮ ಅನುಷ್ಠಾನಗೊಳಿಸಲಾಗುವುದು ಎಂದು ಸಚಿವರು ತಿಳಿಸಿದ್ದಾರೆ. [803,432,917,508]
story1-box-title-wrap [155,147,283,179]
column-rule-5 [722,880,723,1148]
nitish-box [755,745,918,815]
rashi-item: ಕಟಕ ಮನಸ್ಸಿಗೆ ಸಂತೋಷ. ಹಣಕಾಸು ಸ್ಥಿತಿ ಉತ್ತಮ. ದೂರದ ಬಂಧುಗಳ ಭೇಟಿ. [28,835,108,865]
date-label: 20 ನವೆಂಬರ್ 2025 [825,55,910,69]
column-rule-1 [287,96,288,364]
nitish-body-1: ಪುಟ ೧ರಿಂದ ಬಿಹಾರದಲ್ಲಿ ಎನ್‌ಡಿಎ ಮೈತ್ರಿಕೂಟ ಭರ್ಜರಿ ಗೆಲುವು ಸಾಧಿಸಿದ ಬಳಿಕ ಜೆಡಿಯು ನಾಯಕ ನಿತೀಶ್ ಕುಮಾರ್ ಸರ್ವಾನುಮತದಿಂದ ಶಾಸಕಾಂಗ ಪಕ್ಷದ ನಾಯಕರಾಗಿ ಆಯ್ಕೆಯಾಗಿದ್ದಾರೆ. ಪಾಟ್ನಾದ ಗಾಂಧಿ ಮೈದಾನದಲ್ಲಿ ಪ್ರಮಾಣವಚನ ಸಮಾರ�ಂಭ ನಡೆಯಲಿದೆ. ಡಿಸಿಎಂಗಳಾಗಿ ಇಬ್ಬರು ಪ್ರಮಾಣ ಸಾಧ್ಯತೆ: ಬಿಜೆಪಿಯಿಂದ ಇಬ್ಬರು ಉಪಮುಖ್ಯಮಂತ್ರಿಗಳಾಗಿ ಪ್ರಮಾಣ ವಚನ ಸ್ವೀಕರಿಸುವ ಸಾಧ್ಯತೆ ಇದೆ. [578,745,748,787]
row1-bottom-rule [12,367,932,368]
rashi-item: ವೃಶ್ಚಿಕ ಸಮಸ್ಯೆಗಳು ಬಗೆಹರಿಯಲಿವೆ. ಕೆಲಸದಲ್ಲಿ ಒತ್ತಡ. ಹಿರಿಯರ ಸಲಹೆ ಪಾಲಿಸಿ. [114,671,194,701]
kidi-title: ಕಿಡಿ [86,383,104,402]
schools-headline: 4,056 ಶಾಲೆಗಳಲ್ಲಿ ಎಲ್‌ಕೆಜಿ, ಯುಕೆಜಿ ಪ್ರಾರಂಭಕ್ಕೆ ಒಪ್ಪಿಗೆ [682,382,883,416]
aries-icon [28,582,37,591]
date-box [800,42,910,82]
column-rule-rail [202,372,203,1148]
lead-side-box [533,458,668,640]
masthead-rule [12,90,932,91]
rashi-item: ಮೇಷ ನಿಮ್ಮ ಕಾರ್ಯದಲ್ಲಿ ಯಶಸ್ಸು ಸಿಗಲಿದೆ. ಹಣಕಾಸು ವಿಷಯದಲ್ಲಿ ಎಚ್ಚರಿಕೆ ಅಗತ್ಯ. ಕುಟುಂಬದಲ್ಲಿ ನೆಮ್ಮದಿ. [28,583,108,621]
story2-bullet: ದಕ್ಷಿಣ ಕನ್ನಡ ಜಿಲ್ಲೆಯ ಉಳ್ಳಾಲದ ಸಹಕಾರಿ ಬ್ಯಾಂಕ್‌ನಿಂದಲೂ ಸುಮಾರು 4 ಕೋಟಿ ರೂ. ಗಳಷ್ಟು ಹಾಡಹಗಲೇ ದರೋಡೆ ಮಾಡಿದ್ದರು. [476,195,616,223]
nitish-headline: 10ನೇ ಬಾರಿ ಮುಖ್ಯಮಂತ್ರಿಯಾಗಿ ಇಂದು ಪ್ರಮಾಣ [578,721,803,737]
sahitya-body-2: ಮಾಡುವಲ್ಲಿ ಸಾಹಿತ್ಯದ ಪಾತ್ರ ದೊಡ್ಡದು. ಸಾಹಿತ್ಯ ಪರಿಷತ್ತಿನ ಮೂಲಕ ಕನ್ನಡದ ಕೆಲಸಗಳು ನಡೆಯುತ್ತಿವೆ. ಪ್ರತಿ ಜಿಲ್ಲೆಯಲ್ಲೂ ಕನ್ನಡ ಭವನ ನಿರ್ಮಾಣ ಮಾಡಲಾಗುವುದು. ಸಮ್ಮೇಳನದ ಅಧ್ಯಕ್ಷರ ಭಾಷಣದಲ್ಲಿ ಸಾಹಿತ್ಯದ ಬದ್ಧತೆ ಬಗ್ಗೆ ಪ್ರಸ್ತಾಪಿಸಲಾಯಿತು. ಕಾವ್ಯ, ಕಥೆ, ಕಾದಂಬರಿ ಹಾಗೂ ವಿಮರ್ಶೆ ಕ್ಷೇತ್ರದಲ್ಲಿ ಹೊಸ ಪ್ರಯೋಗಗಳು ನಡೆಯಬೇಕು. ಉಪಸ್ಥಿತಿ: ಸಮಾರಂಭದಲ್ಲಿ ಜನಪ್ರತಿನಿಧಿಗಳು, ಸಾಹಿತಿಗಳು, ಕಲಾವಿದರು ಹಾಗೂ ಸಾರ್ವಜನಿಕರು ಪಾಲ್ಗೊಂಡಿದ್ದರು. ಕಾರ್ಯಕ್ರಮದಲ್ಲಿ ವಿವಿಧ ಸಾಂಸ್ಕೃತಿಕ ಕಾರ್ಯಕ್ರಮಗಳು ನಡೆದವು. ಪುಸ್ತಕ ಮಳಿಗೆಗಳಲ್ಲಿ ಸಾವಿರಾರು ಜನರು ಪುಸ್ತಕ ಖರೀದಿಸಿದರು. ಪರಿಷತ್ತಿನ ಪದಾಧಿಕಾರಿಗಳು ಸ್ವಾಗತಿಸಿ ವಂದಿಸಿದರು. [388,755,566,822]
story2-box-title: 2025ರ ದರೋಡೆ ಪ್ರಕರಣ [476,126,578,139]
sahitya-headline: ಹಣ,ಪುರಸ್ಕಾರಕ್ಕಾಗಿ ಸಾಹಿತ್ಯ ರಚನೆ ಸಲ್ಲ [210,720,460,744]
nitish-box-title: ಮೋದಿ, ಶಾ ಭಾಗಿ [761,749,820,760]
lead-body-2: ಅಧಿವೇಶನದ ಸಿದ್ಧತೆಗಳ ಬಗ್ಗೆ ಅಧಿಕಾರಿಗಳಿಂದ ಮಾಹಿತಿ ಪಡೆದ ಅವರು, ಕಾಮಗಾರಿಗಳನ್ನು ನಿಗದಿತ ಅವಧಿಯೊಳಗೆ ಪೂರ್ಣಗೊಳಿಸುವಂತೆ ಸೂಚಿಸಿದರು. ಪೊಲೀಸ್ ಆಯುಕ್ತರು, ಜಿಲ್ಲಾ ಪಂಚಾಯಿತಿ ಮುಖ್ಯ ಕಾರ್ಯನಿರ್ವಹಣಾಧಿಕಾರಿ ಹಾಗೂ ವಿವಿಧ ಇಲಾಖೆಗಳ ಅಧಿಕಾರಿಗಳು ಸಭೆಯಲ್ಲಿ ಪಾಲ್ಗೊಂಡಿದ್ದರು. [368,668,668,693]
story2-box [470,122,640,360]
story2-bullet: ವಿಜಯಪುರದ ಚಡಚಣ ಎಸ್‌ಬಿಐ ಬ್ಯಾಂಕ್‌ನಲ್ಲಿ 20 ಕೆ.ಜಿ. ಚಿನ್ನಾಭರಣ ದರೋಡೆ ನಡೆದಿತ್ತು. [476,174,613,193]
rashi-item: ಸಿಂಹ ಉತ್ಸಾಹದ ದಿನ. ಯಶಸ್ಸು ನಿಮ್ಮದಾಗಲಿದೆ. ಶುಭ ಸುದ್ದಿ ಕೇಳುವಿರಿ. [28,921,108,951]
masthead-accent-bar [912,40,916,84]
story2-bullets [476,144,634,256]
rashi-item: ಕುಂಭ ಹೊಸ ಅವಕಾಶಗಳು ಎದುರಾಗಲಿವೆ. ಯೋಚಿಸಿ ನಿರ್ಧಾರ ಕೈಗೊಳ್ಳಿ. [114,921,194,951]
nitish-body-2: ದಲ್ಲಿ ಅವರ ಮುಖ್ಯಮಂತ್ರಿ ಅವಧಿ ಆರಂಭವಾಗಲಿದೆ. ಬಿಹಾರ ರಾಜಕೀಯದಲ್ಲಿ ದಾಖಲೆಯ 10ನೇ ಬಾರಿ ಅಧಿಕಾರ ಸ್ವೀಕರಿಸುತ್ತಿರುವ ನಿತೀಶ್ ಅವರಿಗೆ ಅಭಿನಂದನೆಗಳ ಮಹಾಪೂರ ಹರಿದುಬಂದಿದೆ. [755,820,918,845]
